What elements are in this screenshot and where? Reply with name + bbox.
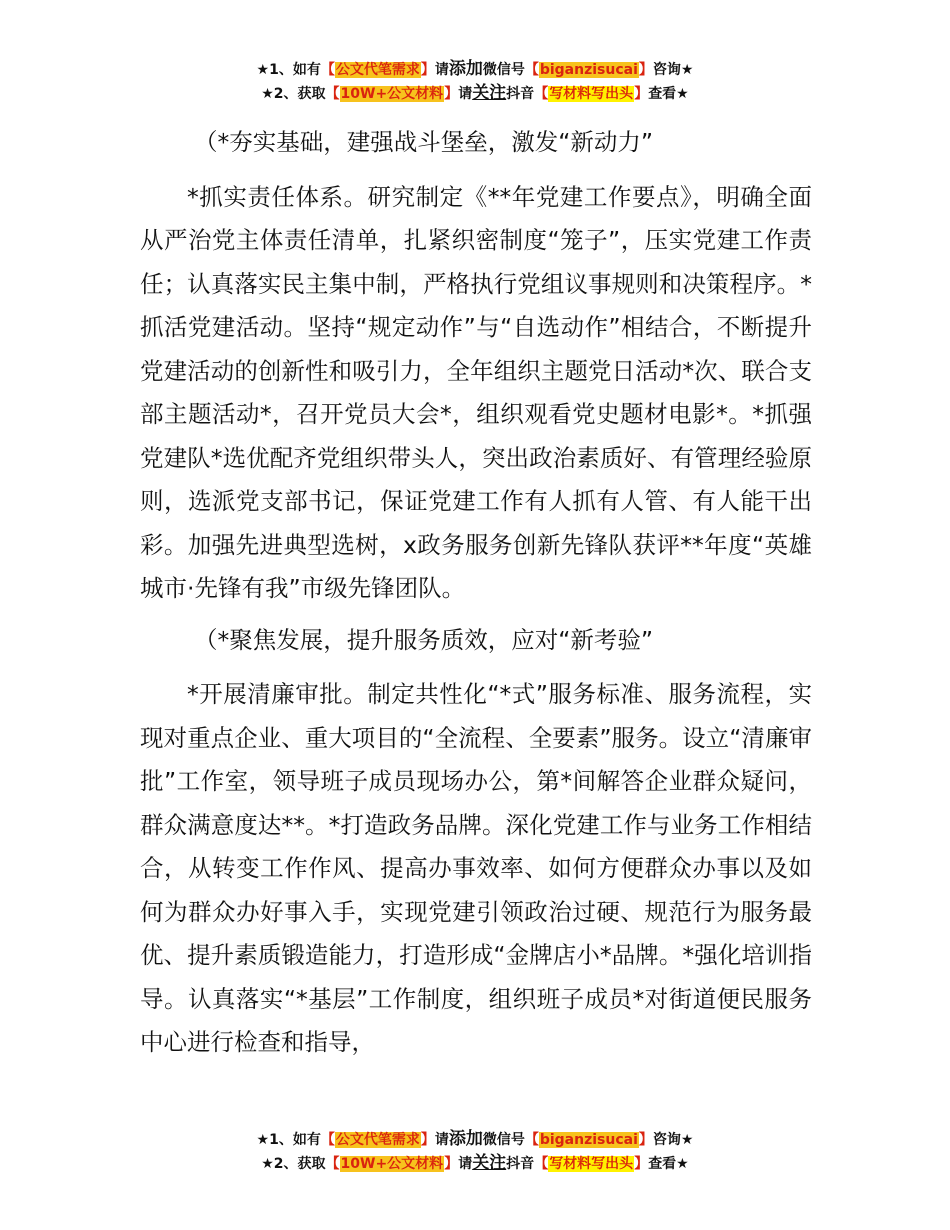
paragraph-1: *抓实责任体系。研究制定《**年党建工作要点》，明确全面从严治党主体责任清单，扎紧织密制度“笼子”，压实党建工作责任；认真落实民主集中制，严格执行党组议事规则和决策程序。*抓活党建活动。坚持“规定动作”与“自选动作”相结合，不断提升党建活动的创新性和吸引力，全年组织主题党日活动*次、联合支部主题活动*，召开党员大会*，组织观看党史题材电影*。*抓强党建队*选优配齐党组织带头人，突出政治素质好、有管理经验原则，选派党支部书记，保证党建工作有人抓有人管、有人能干出彩。加强先进典型选树，x政务服务创新先锋队获评**年度“英雄城市·先锋有我”市级先锋团队。 (140, 182, 812, 602)
bracket: 【 (534, 86, 549, 102)
paragraph-2: *开展清廉审批。制定共性化“*式”服务标准、服务流程，实现对重点企业、重大项目的“全流程、全要素”服务。设立“清廉审批”工作室，领导班子成员现场办公，第*间解答企业群众疑问，群众满意度达**。*打造政务品牌。深化党建工作与业务工作相结合，从转变工作作风、提高办事效率、如何方便群众办事以及如何为群众办好事入手，实现党建引领政治过硬、规范行为服务最优、提升素质锻造能力，打造形成“金牌店小*品牌。*强化培训指导。认真落实“*基层”工作制度，组织班子成员*对街道便民服务中心进行检查和指导， (140, 680, 812, 1056)
banner-text: 抖音 (506, 1156, 535, 1172)
banner-text: 查看★ (648, 1156, 689, 1172)
section-heading-2: （*聚焦发展，提升服务质效，应对“新考验” (194, 625, 654, 654)
bracket: 】 (444, 1156, 459, 1172)
section-heading-1: （*夯实基础，建强战斗堡垒，激发“新动力” (194, 128, 654, 156)
bracket: 】 (638, 62, 653, 78)
banner-emphasis: 关注 (472, 83, 507, 103)
banner-text: 查看★ (648, 86, 689, 102)
banner-line-1 (0, 58, 950, 82)
materials-highlight: 10W+公文材料 (340, 1156, 444, 1172)
materials-highlight: 10W+公文材料 (340, 86, 444, 102)
banner-text: 请 (458, 86, 473, 102)
service-highlight: 公文代笔需求 (335, 1132, 420, 1148)
banner-text: 请 (458, 1156, 473, 1172)
bracket: 【 (325, 86, 340, 102)
banner-text: 抖音 (506, 86, 535, 102)
banner-emphasis: 添加 (448, 1129, 483, 1149)
banner-line-2 (0, 1152, 950, 1176)
banner-text: ★1、如有 (256, 62, 321, 78)
bracket: 【 (320, 1132, 335, 1148)
bracket: 】 (638, 1132, 653, 1148)
banner-text: ★2、获取 (261, 1156, 326, 1172)
bracket: 【 (534, 1156, 549, 1172)
bracket: 】 (634, 86, 649, 102)
bracket: 】 (420, 1132, 435, 1148)
wechat-id-highlight: biganzisucai (539, 62, 638, 78)
bracket: 【 (320, 62, 335, 78)
douyin-id-highlight: 写材料写出头 (549, 1156, 634, 1172)
bracket: 】 (634, 1156, 649, 1172)
banner-text: 咨询★ (652, 1132, 694, 1148)
header-banner (0, 58, 950, 106)
banner-text: 请 (434, 1132, 449, 1148)
banner-emphasis: 添加 (448, 59, 483, 79)
banner-text: ★2、获取 (261, 86, 326, 102)
bracket: 】 (444, 86, 459, 102)
banner-text: 请 (434, 62, 449, 78)
wechat-id-highlight: biganzisucai (539, 1132, 638, 1148)
banner-text: 微信号 (482, 1132, 525, 1148)
banner-text: ★1、如有 (256, 1132, 321, 1148)
banner-line-1 (0, 1128, 950, 1152)
douyin-id-highlight: 写材料写出头 (549, 86, 634, 102)
bracket: 】 (420, 62, 435, 78)
banner-text: 微信号 (482, 62, 525, 78)
banner-line-2 (0, 82, 950, 106)
footer-banner (0, 1128, 950, 1176)
bracket: 【 (325, 1156, 340, 1172)
service-highlight: 公文代笔需求 (335, 62, 420, 78)
bracket: 【 (524, 1132, 539, 1148)
banner-text: 咨询★ (652, 62, 694, 78)
document-body (140, 121, 812, 1073)
bracket: 【 (524, 62, 539, 78)
banner-emphasis: 关注 (472, 1153, 507, 1173)
